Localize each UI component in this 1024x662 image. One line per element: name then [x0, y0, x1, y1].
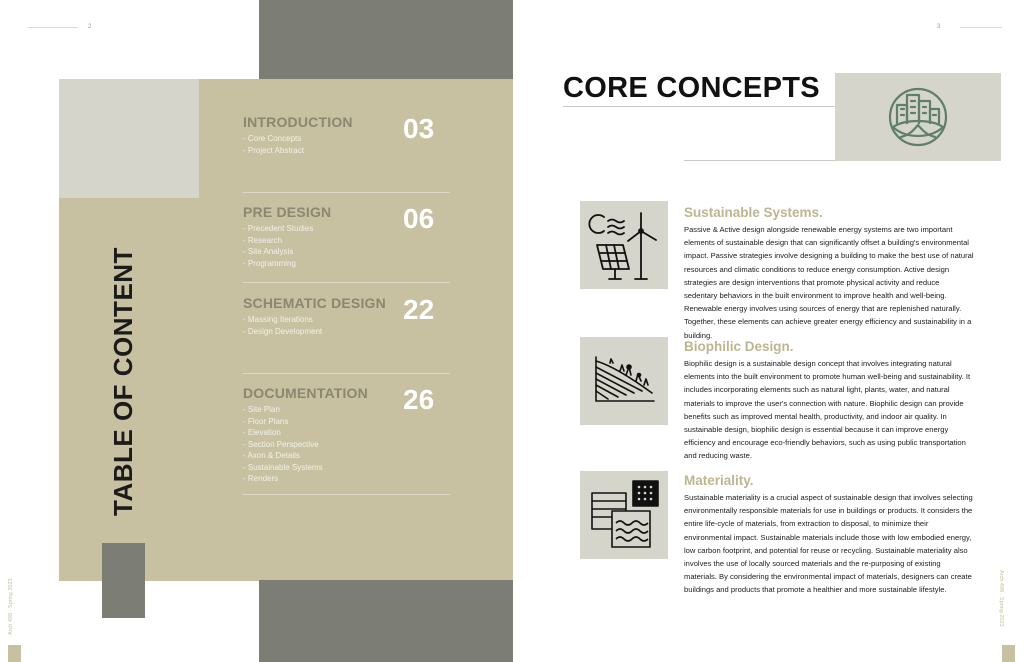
concept-text: Biophilic design is a sustainable design concept that involves integrating natural elements into the built environment to promote human well-being and sustainability. It includes incorporating elements such as natural light, plants, water, and natural materials to improve the user's connection with nature. Biophilic design can provide benefits such as improved mental health, productivity, and indoor air quality. In sustainable design, biophilic design is essential because it can improve energy efficiency and encourage eco-friendly behaviors, such as using public transportation and reducing waste.: [684, 359, 971, 461]
toc-item[interactable]: - Precedent Studies: [243, 224, 314, 233]
concept-heading: Biophilic Design.: [684, 339, 794, 354]
solar-wind-icon: [580, 201, 668, 289]
materiality-icon-panel: [580, 471, 668, 559]
side-text-right-label: Arch 498 · Spring 2023: [998, 570, 1004, 627]
toc-item[interactable]: - Sustainable Systems: [243, 462, 323, 472]
side-text-left: [6, 575, 22, 635]
title-rule: [563, 106, 835, 107]
concept-text: Sustainable materiality is a crucial aspect of sustainable design that involves selecting environmentally responsible materials for use in buildings or products. It considers the entire life-cycle of materials, from extraction to disposal, to minimize their environmental impact. Sustainable materials include those with low embodied energy, low carbon footprint, and potential for reuse or recycling. Sustainable materiality also involves the use of locally sourced materials and the re-purposing of existing materials. By considering the environmental impact of materials, designers can create buildings and products that promote a healthier and more sustainable lifestyle.: [684, 493, 973, 595]
footer-tab-right: [1002, 645, 1015, 662]
concept-heading: Materiality.: [684, 473, 754, 488]
material-samples-icon: [580, 471, 668, 559]
concept-materiality: [684, 473, 974, 597]
section-title: PRE DESIGN: [243, 204, 332, 220]
section-page-number: 22: [403, 294, 435, 325]
header-rule-left: [28, 27, 78, 28]
toc-item[interactable]: - Design Development: [243, 326, 323, 336]
section-title: SCHEMATIC DESIGN: [243, 295, 386, 311]
toc-item[interactable]: - Axon & Details: [243, 451, 300, 460]
page-number-left: 2: [88, 24, 92, 30]
footer-tab-left: [8, 645, 21, 662]
green-roof-icon: [580, 337, 668, 425]
section-divider: [243, 192, 450, 193]
concept-biophilic-design: [684, 339, 974, 463]
page-number-right: 3: [937, 24, 941, 30]
toc-item[interactable]: - Site Analysis: [243, 247, 294, 256]
section-page-number: 26: [403, 384, 435, 415]
toc-item[interactable]: - Programming: [243, 258, 296, 268]
concept-text: Passive & Active design alongside renewable energy systems are two important elements of sustainable design that can significantly offset a building's environmental impact. Passive strategies involve designing a building to make the best use of natural resources and climatic conditions to reduce energy consumption. Active design strategies are design interventions that promote physical activity and reduce sedentary behaviors in the built environment to improve health and well-being. Renewable energy involves using sources of energy that are replenished naturally. Together, these elements can achieve greater energy efficiency and sustainability in a building.: [684, 225, 974, 340]
toc-title: [96, 247, 156, 524]
concept-heading: Sustainable Systems.: [684, 205, 823, 220]
page-title: CORE CONCEPTS: [563, 72, 820, 104]
gray-band-top: [259, 0, 513, 80]
toc-item[interactable]: - Core Concepts: [243, 134, 302, 143]
logo-panel: [835, 73, 1001, 161]
toc-item[interactable]: - Massing Iterations: [243, 315, 313, 324]
toc-section-documentation[interactable]: [243, 385, 450, 485]
section-page-number: 06: [403, 203, 435, 234]
toc-item[interactable]: - Site Plan: [243, 405, 280, 414]
section-divider: [243, 494, 450, 495]
toc-title-text: TABLE OF CONTENT: [108, 247, 138, 516]
toc-item[interactable]: - Section Perspective: [243, 439, 319, 449]
sustainable-systems-icon-panel: [580, 201, 668, 289]
section-divider: [243, 282, 450, 283]
side-text-right: [998, 570, 1018, 638]
toc-item[interactable]: - Elevation: [243, 428, 281, 437]
side-text-left-label: Arch 498 · Spring 2023: [8, 578, 14, 635]
header-rule-right: [960, 27, 1002, 28]
green-city-logo-icon: [835, 73, 1001, 161]
toc-item[interactable]: - Research: [243, 235, 283, 245]
concept-sustainable-systems: [684, 205, 974, 342]
toc-section-introduction[interactable]: [243, 114, 450, 156]
section-title: DOCUMENTATION: [243, 385, 368, 401]
biophilic-design-icon-panel: [580, 337, 668, 425]
section-divider: [243, 373, 450, 374]
toc-item[interactable]: - Renders: [243, 474, 279, 483]
section-title: INTRODUCTION: [243, 114, 353, 130]
light-block: [59, 79, 199, 198]
toc-item[interactable]: - Floor Plans: [243, 416, 289, 426]
gray-band-bottom: [259, 580, 513, 662]
toc-item[interactable]: - Project Abstract: [243, 145, 304, 155]
section-page-number: 03: [403, 113, 435, 144]
dark-block: [102, 543, 145, 618]
logo-rule: [684, 160, 835, 161]
toc-section-pre-design[interactable]: [243, 204, 450, 269]
toc-section-schematic-design[interactable]: [243, 295, 450, 337]
